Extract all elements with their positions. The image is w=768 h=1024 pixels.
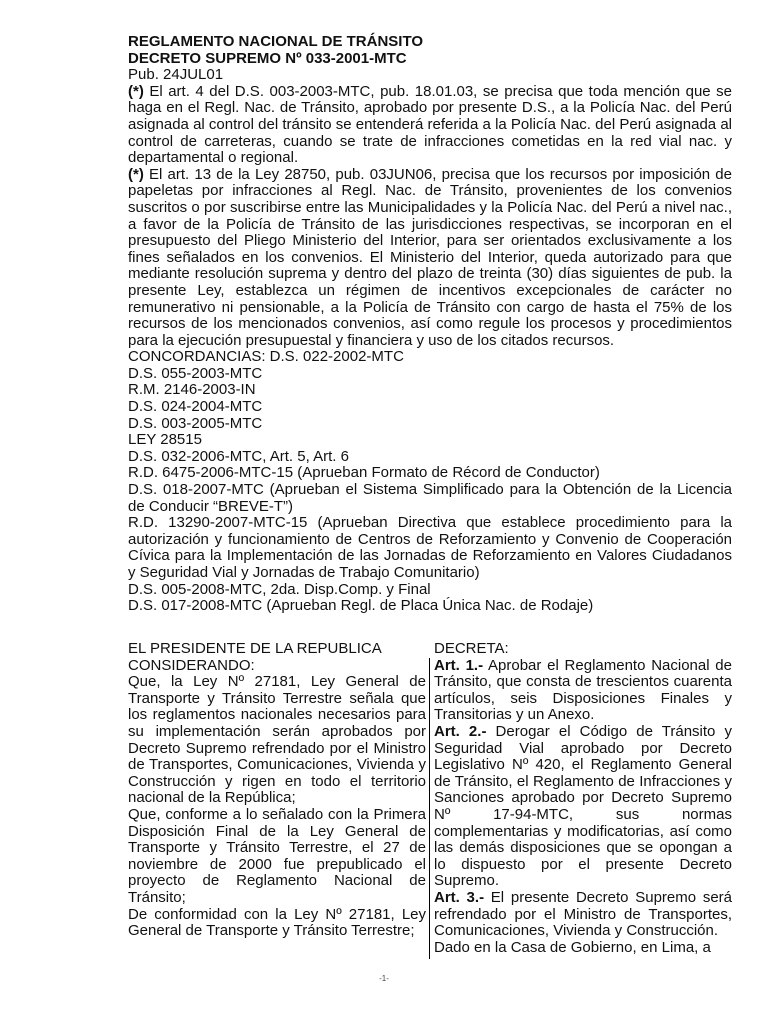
note-text: El art. 13 de la Ley 28750, pub. 03JUN06, precisa que los recursos por imposición de papeletas por infracciones al Regl. Nac. de Tránsito, provenientes de los convenios suscritos o por suscribirse entre las Municipalidades y la Policía Nac. del Perú a nivel nac., a favor de la Policía de Tránsito de las jurisdicciones respectivas, se incorporan en el presupuesto del Pliego Ministerio del Interior, para ser orientados exclusivamente a los fines señalados en los convenios. El Ministerio del Interior, queda autorizado para que mediante resolución suprema y dentro del plazo de treinta (30) días siguientes de pub. la presente Ley, establezca un régimen de incentivos excepcionales de carácter no remunerativo ni pensionable, a la Policía de Tránsito con cargo de hasta el 75% de los recursos de los mencionados convenios, así como regule los procesos y procedimientos para la ejecución presupuestal y financiera y uso de los citados recursos.: [128, 165, 732, 349]
column-divider: [429, 658, 430, 959]
note-marker: (*): [128, 82, 144, 100]
concordancia-item: D.S. 018-2007-MTC (Aprueban el Sistema Simplificado para la Obtención de la Licencia de Conducir “BREVE-T”): [128, 481, 732, 515]
concordancia-item: D.S. 017-2008-MTC (Aprueban Regl. de Placa Única Nac. de Rodaje): [128, 597, 594, 615]
right-column: [434, 641, 732, 956]
article-paragraph: [434, 724, 732, 890]
decree-number: DECRETO SUPREMO Nº 033-2001-MTC: [128, 49, 407, 67]
concordancia-item: R.D. 13290-2007-MTC-15 (Aprueban Directiva que establece procedimiento para la autorización y funcionamiento de Centros de Reforzamiento y Convenio de Cooperación Cívica para la Implementación de las Jornadas de Reforzamiento en Valores Ciudadanos y Seguridad Vial y Jornadas de Trabajo Comunitario): [128, 514, 732, 581]
concordancia-item: D.S. 005-2008-MTC, 2da. Disp.Comp. y Final: [128, 580, 431, 598]
left-column: [128, 658, 426, 940]
concordancia-item: D.S. 003-2005-MTC: [128, 414, 263, 432]
president-heading: EL PRESIDENTE DE LA REPUBLICA: [128, 640, 382, 657]
note-paragraph: [128, 167, 732, 350]
note-paragraph: [128, 84, 732, 167]
article-paragraph: [434, 890, 732, 940]
article-text: El presente Decreto Supremo será refrendado por el Ministro de Transportes, Comunicaciones, Vivienda y Construcción.: [434, 888, 732, 940]
concordancia-item: LEY 28515: [128, 431, 202, 449]
page-number: -1-: [379, 974, 389, 983]
article-paragraph: [434, 658, 732, 724]
article-label: Art. 2.-: [434, 722, 487, 740]
concordancias-list: [128, 349, 732, 615]
document-body: [128, 34, 732, 615]
concordancia-item: D.S. 032-2006-MTC, Art. 5, Art. 6: [128, 447, 349, 465]
considerando-heading: CONSIDERANDO:: [128, 656, 255, 674]
article-label: Art. 1.-: [434, 656, 484, 674]
publication-date: Pub. 24JUL01: [128, 66, 224, 84]
article-text: Derogar el Código de Tránsito y Seguridad Vial aprobado por Decreto Legislativo Nº 420, el Reglamento General de Tránsito, el Reglamento de Infracciones y Sanciones aprobado por Decreto Supremo Nº 17-94-MTC, sus normas complementarias y modificatorias, así como las demás disposiciones que se opongan a lo dispuesto por el presente Decreto Supremo.: [434, 722, 732, 890]
concordancia-item: D.S. 055-2003-MTC: [128, 364, 263, 382]
considerando-paragraph: De conformidad con la Ley Nº 27181, Ley General de Transporte y Tránsito Terrestre;: [128, 905, 426, 940]
closing-line: Dado en la Casa de Gobierno, en Lima, a: [434, 938, 711, 956]
note-marker: (*): [128, 165, 144, 183]
note-text: El art. 4 del D.S. 003-2003-MTC, pub. 18.01.03, se precisa que toda mención que se haga en el Regl. Nac. de Tránsito, aprobado por presente D.S., a la Policía Nac. del Perú asignada al control del tránsito se entenderá referida a la Policía Nac. del Perú asignada al control de carreteras, cuando se trate de infracciones cometidas en la red vial nac. y departamental o regional.: [128, 82, 732, 167]
considerando-paragraph: Que, la Ley Nº 27181, Ley General de Transporte y Tránsito Terrestre señala que los reglamentos nacionales necesarios para su implementación serán aprobados por Decreto Supremo refrendado por el Ministro de Transportes, Comunicaciones, Vivienda y Construcción y rigen en todo el territorio nacional de la República;: [128, 673, 426, 807]
concordancia-item: D.S. 024-2004-MTC: [128, 398, 263, 416]
concordancia-item: R.M. 2146-2003-IN: [128, 381, 256, 399]
article-text: Aprobar el Reglamento Nacional de Tránsito, que consta de trescientos cuarenta artículos, seis Disposiciones Finales y Transitorias y un Anexo.: [434, 656, 732, 724]
concordancia-item: CONCORDANCIAS: D.S. 022-2002-MTC: [128, 348, 404, 366]
decreta-heading: DECRETA:: [434, 640, 509, 657]
concordancia-item: R.D. 6475-2006-MTC-15 (Aprueban Formato de Récord de Conductor): [128, 464, 600, 482]
two-column-section: [128, 641, 732, 959]
considerando-paragraph: Que, conforme a lo señalado con la Primera Disposición Final de la Ley General de Transporte y Tránsito Terrestre, el 27 de noviembre de 2000 fue prepublicado el proyecto de Reglamento Nacional de Tránsito;: [128, 805, 426, 906]
document-title: REGLAMENTO NACIONAL DE TRÁNSITO: [128, 33, 424, 50]
article-label: Art. 3.-: [434, 888, 485, 906]
